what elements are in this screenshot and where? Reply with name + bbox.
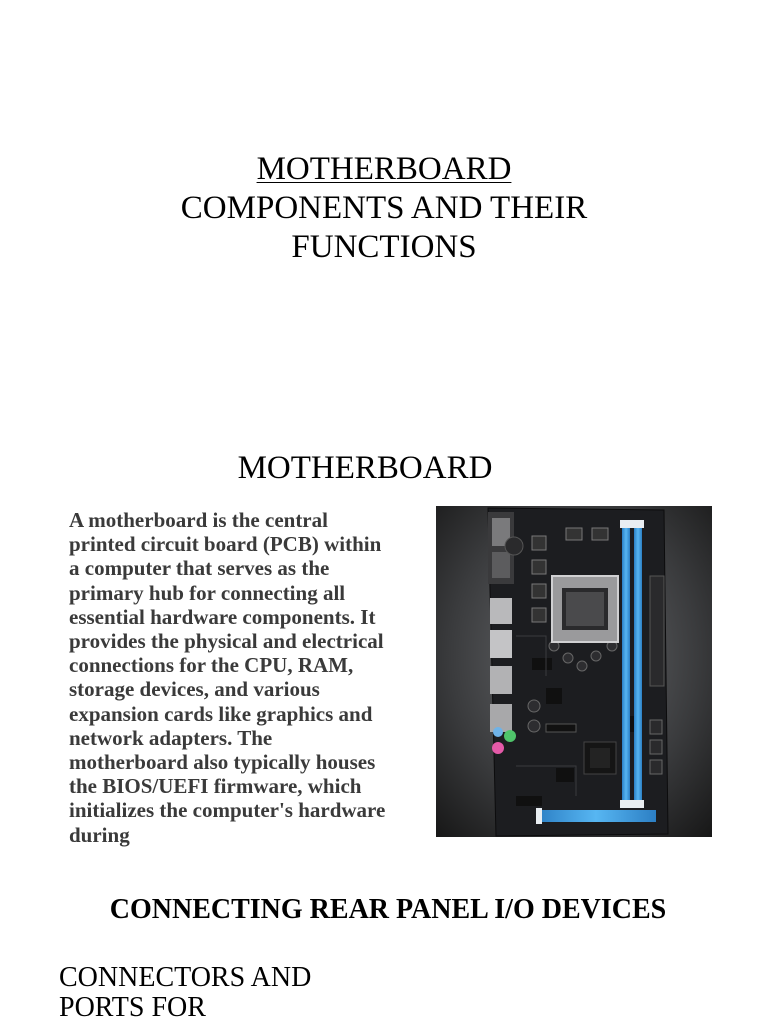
motherboard-photo: [436, 506, 712, 837]
motherboard-description: A motherboard is the central printed circuit board (PCB) within a computer that serves as the primary hub for connecting all essential hardware components. It provides the physical and electrical connections for the CPU, RAM, storage devices, and various expansion cards like graphics and network adapters. The motherboard also typically houses the BIOS/UEFI firmware, which initializes the computer's hardware during: [69, 508, 386, 847]
title-line-1: MOTHERBOARD: [256, 151, 512, 187]
io-subtext-line-1: CONNECTORS AND: [59, 962, 312, 993]
title-line-3: FUNCTIONS: [291, 229, 477, 265]
page-title: [0, 150, 768, 267]
section-heading-motherboard: MOTHERBOARD: [237, 450, 493, 486]
io-section-heading: CONNECTING REAR PANEL I/O DEVICES: [109, 894, 667, 925]
io-subtext: [59, 963, 379, 1023]
title-line-2: COMPONENTS AND THEIR: [180, 190, 588, 226]
io-subtext-line-2: PORTS FOR: [59, 992, 206, 1023]
